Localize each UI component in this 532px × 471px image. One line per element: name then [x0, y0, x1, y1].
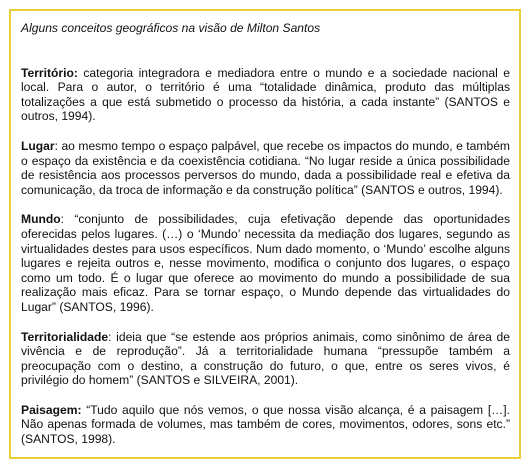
concept-definition: : “conjunto de possibilidades, cuja efetivação depende das oportunidades oferecidas pelos lugares. (…) o ‘Mundo’ necessita da mediação dos lugares, segundo as virtualidades destes para usos específicos. Num dado momento, o ‘Mundo’ escolhe alguns lugares e rejeita outros e, nesse movimento, modifica o conjunto dos lugares, o espaço como um todo. É o lugar que oferece ao movimento do mundo a possibilidade de sua realização mais eficaz. Para se tornar espaço, o Mundo depende das virtualidades do Lugar” (SANTOS, 1996).	[21, 212, 510, 314]
concept-term: Paisagem:	[21, 402, 82, 417]
concept-mundo	[21, 212, 510, 314]
box-title: Alguns conceitos geográficos na visão de Milton Santos	[21, 21, 321, 35]
concept-lugar	[21, 139, 510, 197]
concept-term: Lugar	[21, 138, 55, 153]
concept-definition: : ideia que “se estende aos próprios animais, como sinônimo de área de vivência e de reprodução”. Já a territorialidade humana “pressupõe também a preocupação com o destino, a construção do futuro, o que, entre os seres vivos, é privilégio do homem” (SANTOS e SILVEIRA, 2001).	[21, 329, 510, 388]
concept-term: Territorialidade	[21, 329, 109, 344]
concept-territorio	[21, 66, 510, 124]
concept-definition: categoria integradora e mediadora entre o mundo e a sociedade nacional e local. Para o autor, o território é uma “totalidade dinâmica, produto das múltiplas totalizações a que está submetido o processo da história, a cada instante” (SANTOS e outros, 1994).	[21, 65, 510, 124]
concept-definition: : ao mesmo tempo o espaço palpável, que recebe os impactos do mundo, e também o espaço da existência e da coexistência cotidiana. “No lugar reside a única possibilidade de resistência aos processos perversos do mundo, dada a possibilidade real e efetiva da comunicação, da troca de informação e da construção política” (SANTOS e outros, 1994).	[21, 138, 510, 197]
concept-paisagem	[21, 403, 510, 447]
concept-term: Mundo	[21, 212, 61, 227]
concept-territorialidade	[21, 330, 510, 388]
concept-definition: “Tudo aquilo que nós vemos, o que nossa visão alcança, é a paisagem […]. Não apenas formada de volumes, mas também de cores, movimentos, odores, sons etc.” (SANTOS, 1998).	[21, 402, 510, 447]
concept-term: Território:	[21, 65, 78, 80]
concepts-box	[9, 9, 521, 459]
